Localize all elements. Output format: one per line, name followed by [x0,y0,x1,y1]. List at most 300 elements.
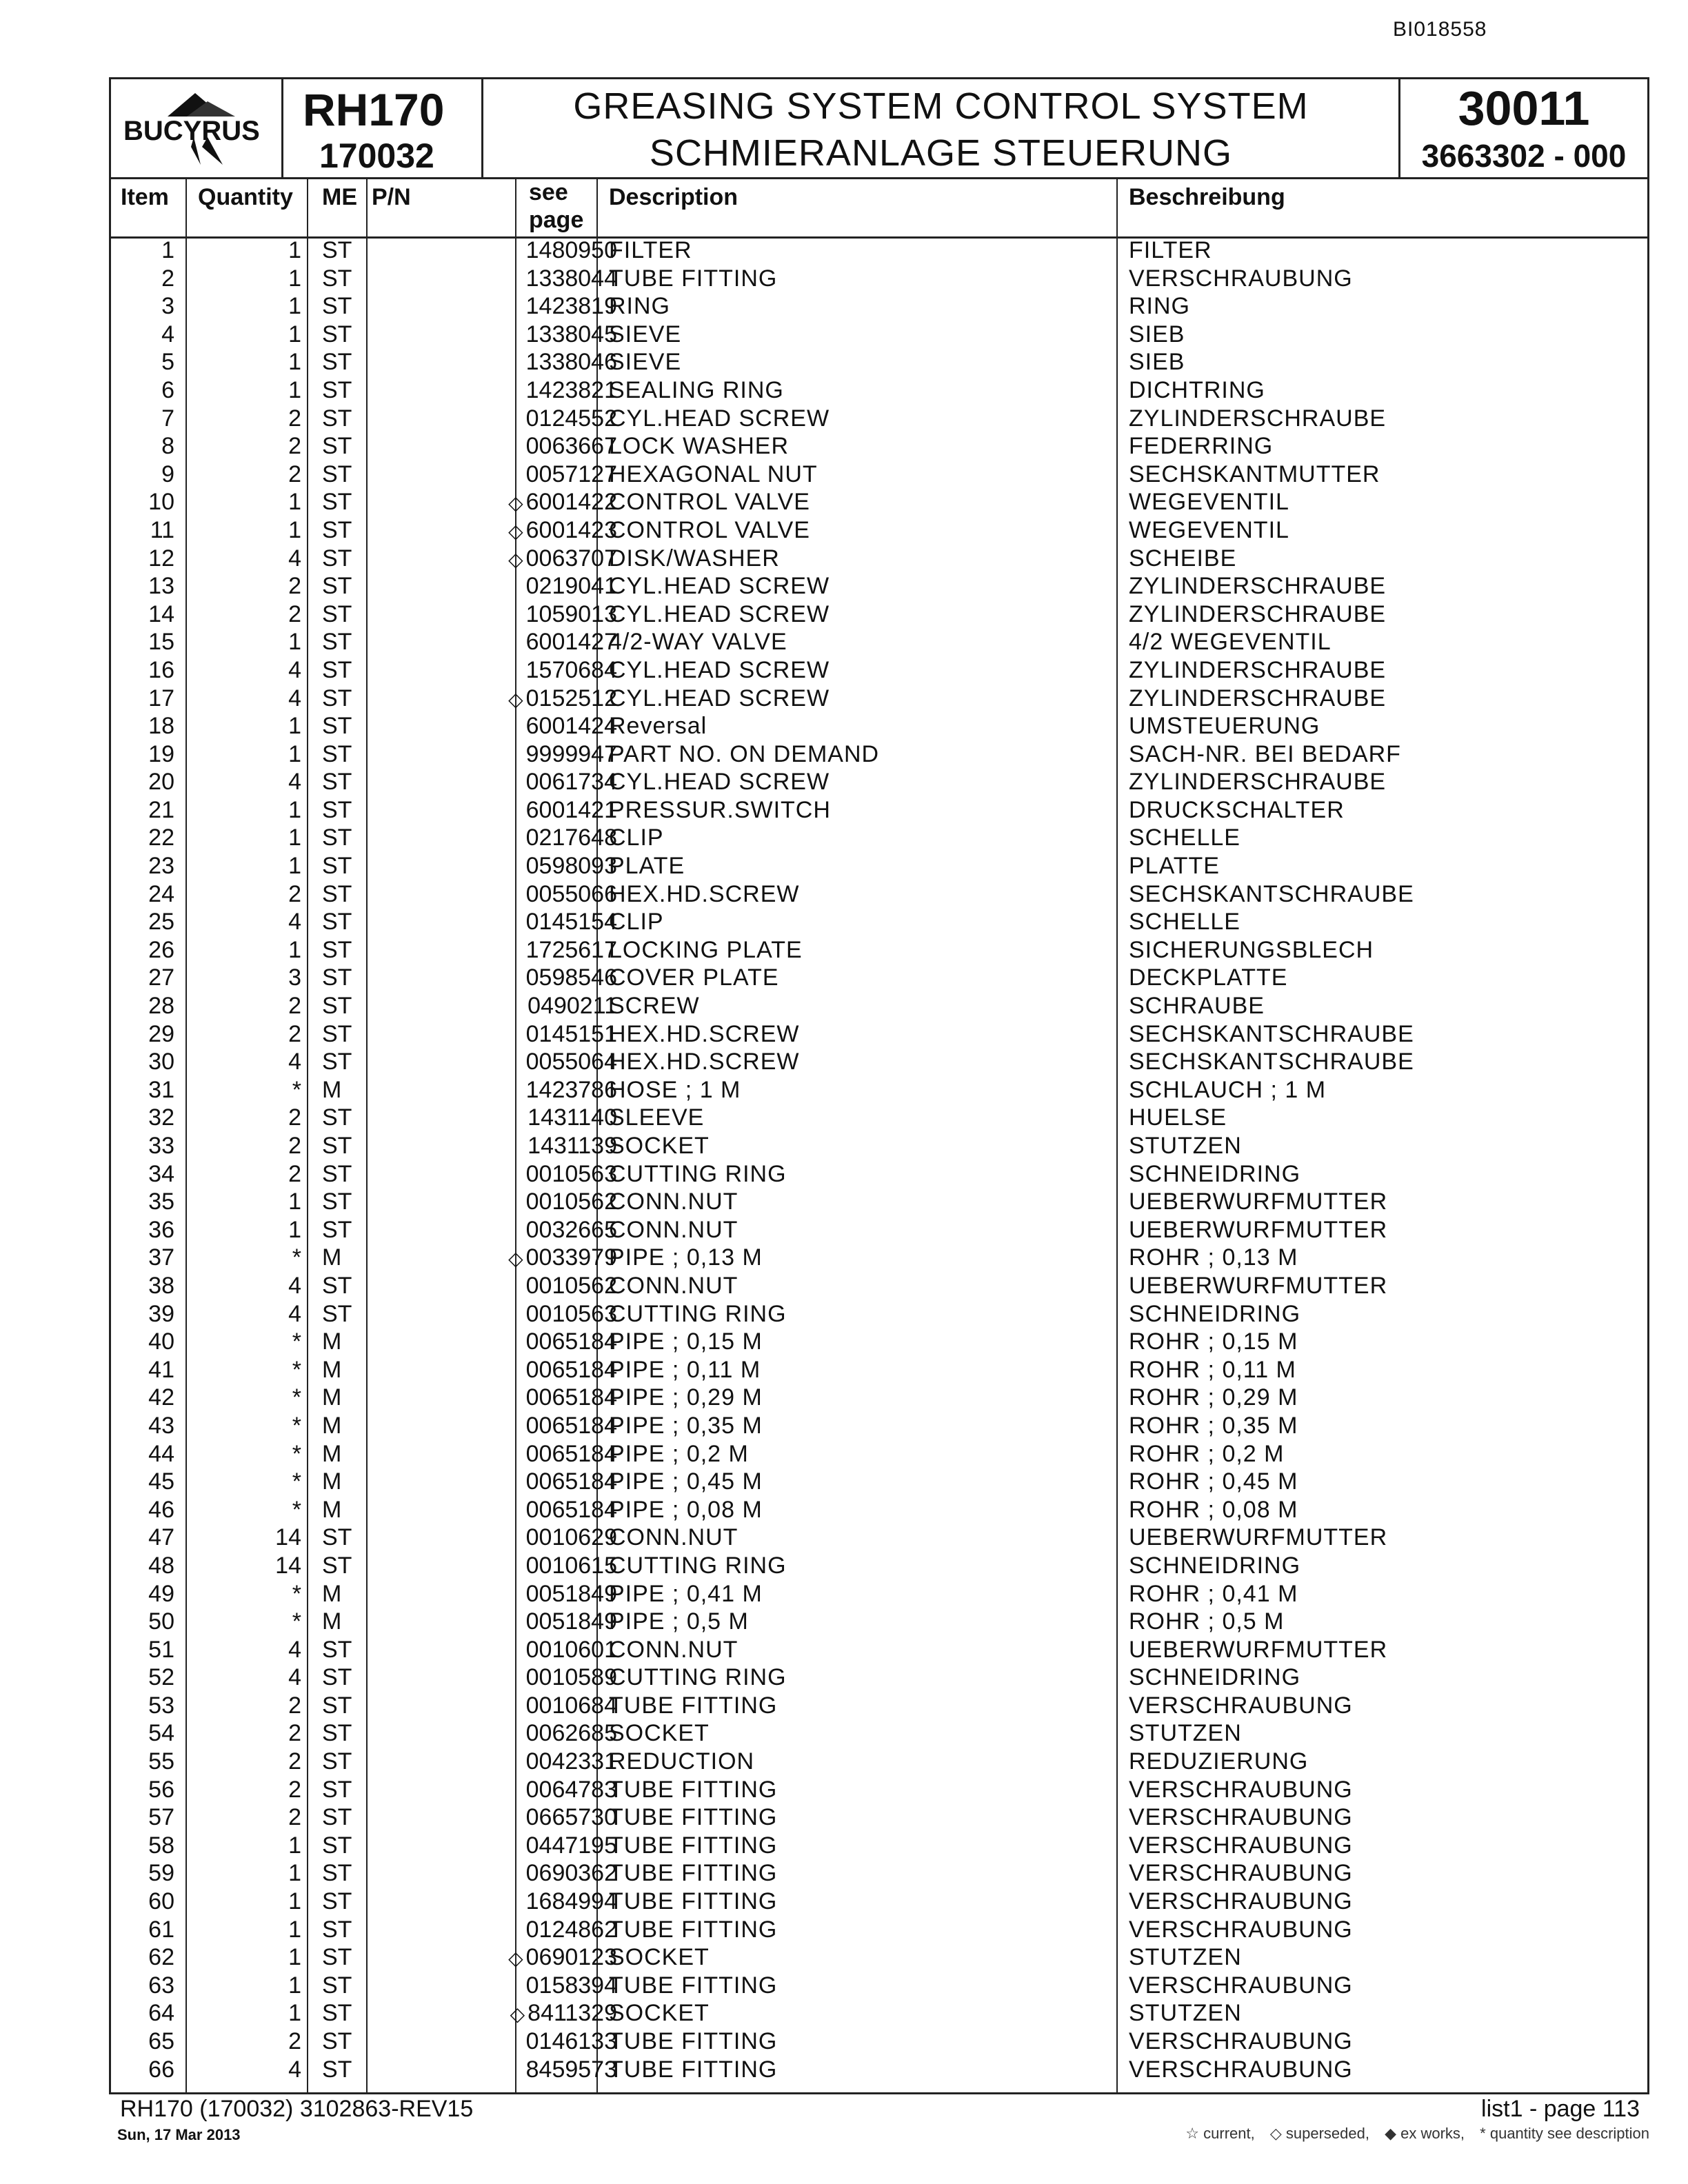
status-symbol: ◇ [508,1948,523,1970]
item-number: 37 [148,1244,174,1271]
quantity: 4 [288,909,301,936]
footer-date: Sun, 17 Mar 2013 [117,2126,241,2143]
unit-of-measure: ST [322,1133,352,1159]
item-number: 32 [148,1104,174,1131]
table-row [111,2056,1647,2084]
item-number: 11 [150,516,174,543]
part-number-text: 0065184 [525,1496,617,1523]
table-row [111,2028,1647,2056]
part-number [366,1076,617,1106]
part-number-text: 0158394 [525,1972,617,1999]
part-number [366,656,617,686]
table-row [111,740,1647,769]
beschreibung: DECKPLATTE [1129,964,1288,991]
table-row [111,1999,1647,2028]
beschreibung: SCHNEIDRING [1129,1160,1301,1187]
part-number [366,1356,617,1386]
part-number [366,1412,617,1442]
table-row [111,1412,1647,1440]
quantity: * [292,1356,301,1383]
item-number: 61 [148,1916,174,1943]
part-number-text: 0219041 [525,573,617,600]
quantity: * [292,1468,301,1495]
model-name: RH170 [303,84,445,135]
quantity: 2 [288,405,301,432]
part-number [366,2056,617,2085]
quantity: 2 [288,1160,301,1187]
beschreibung: ROHR ; 0,45 M [1129,1468,1298,1495]
description: CONN.NUT [609,1189,738,1215]
part-number [366,964,617,993]
quantity: 2 [288,1776,301,1803]
unit-of-measure: ST [322,936,352,963]
part-number-text: 0051849 [525,1580,617,1607]
item-number: 17 [148,685,174,711]
beschreibung: SIEB [1129,349,1185,376]
part-number-text: 0065184 [525,1384,617,1411]
item-number: 27 [148,964,174,991]
beschreibung: SECHSKANTSCHRAUBE [1129,1049,1414,1075]
part-number [366,1832,617,1861]
part-number-text: 0010563 [525,1300,617,1327]
description: RING [609,293,670,320]
legend-superseded: ◇ superseded, [1269,2125,1369,2142]
unit-of-measure: ST [322,1972,352,1999]
item-number: 30 [148,1049,174,1075]
quantity: 4 [288,1049,301,1075]
part-number [366,852,617,882]
table-row [111,880,1647,909]
quantity: 14 [275,1524,301,1551]
table-row [111,348,1647,376]
description: TUBE FITTING [609,1860,778,1887]
item-number: 64 [148,2000,174,2027]
quantity: 1 [288,740,301,767]
item-number: 57 [148,1804,174,1831]
table-row [111,1468,1647,1496]
part-number [366,600,617,630]
part-number-text: 0055066 [525,880,617,907]
beschreibung: ZYLINDERSCHRAUBE [1129,600,1387,627]
description: REDUCTION [609,1748,755,1775]
table-row [111,405,1647,433]
item-number: 60 [148,1888,174,1915]
col-see-page [529,177,583,236]
unit-of-measure: M [322,1356,342,1383]
unit-of-measure: ST [322,2028,352,2054]
part-number-text: 0145151 [525,1020,617,1047]
part-number-text: 1480950 [525,237,617,263]
quantity: 2 [288,880,301,907]
beschreibung: ROHR ; 0,35 M [1129,1412,1298,1439]
status-symbol: ◇ [510,2003,525,2025]
quantity: 1 [288,796,301,823]
quantity: 1 [288,936,301,963]
beschreibung: WEGEVENTIL [1129,489,1289,516]
quantity: 2 [288,1692,301,1719]
beschreibung: VERSCHRAUBUNG [1129,1804,1353,1831]
part-number-text: 0217648 [525,825,617,851]
part-number-text: 0042331 [525,1748,617,1775]
item-number: 43 [148,1412,174,1439]
item-number: 19 [148,740,174,767]
item-number: 6 [161,376,174,403]
part-number [366,321,617,350]
part-number [366,824,617,853]
part-number [366,1328,617,1357]
description: COVER PLATE [609,964,779,991]
item-number: 63 [148,1972,174,1999]
status-symbol: ◇ [508,1248,523,1270]
unit-of-measure: ST [322,405,352,432]
beschreibung: VERSCHRAUBUNG [1129,2056,1353,2083]
part-number [366,1188,617,1217]
part-number-text: 0061734 [525,769,617,796]
table-row [111,1832,1647,1860]
description: CLIP [609,909,664,936]
table-row [111,936,1647,964]
quantity: 2 [288,1104,301,1131]
table-row [111,1859,1647,1888]
item-number: 54 [148,1720,174,1747]
unit-of-measure: ST [322,1748,352,1775]
description: PIPE ; 0,5 M [609,1608,749,1635]
part-number [366,1803,617,1833]
item-number: 45 [148,1468,174,1495]
part-number [366,1216,617,1246]
quantity: * [292,1580,301,1607]
quantity: 1 [288,1189,301,1215]
table-row [111,1719,1647,1748]
table-row [111,1272,1647,1300]
item-number: 53 [148,1692,174,1719]
item-number: 56 [148,1776,174,1803]
unit-of-measure: ST [322,1720,352,1747]
description: TUBE FITTING [609,2056,778,2083]
unit-of-measure: ST [322,433,352,460]
table-row [111,1384,1647,1412]
description: CONTROL VALVE [609,489,810,516]
quantity: 1 [288,1860,301,1887]
item-number: 1 [161,237,174,263]
table-row [111,712,1647,740]
item-number: 36 [148,1216,174,1243]
part-number [366,908,617,938]
part-number-text: 6001427 [525,629,617,656]
unit-of-measure: ST [322,1664,352,1691]
part-number [366,628,617,658]
description: PIPE ; 0,45 M [609,1468,763,1495]
table-row [111,292,1647,321]
unit-of-measure: ST [322,1104,352,1131]
unit-of-measure: ST [322,1944,352,1971]
beschreibung: UEBERWURFMUTTER [1129,1189,1388,1215]
beschreibung: ZYLINDERSCHRAUBE [1129,573,1387,600]
beschreibung: VERSCHRAUBUNG [1129,1916,1353,1943]
part-number [366,1916,617,1945]
part-number [366,376,617,406]
part-number-text: 0010684 [525,1692,617,1719]
part-number [366,1496,617,1526]
part-number-text: 1570684 [525,656,617,683]
unit-of-measure: M [322,1328,342,1355]
table-row [111,1580,1647,1608]
beschreibung: ROHR ; 0,2 M [1129,1440,1285,1467]
beschreibung: ROHR ; 0,08 M [1129,1496,1298,1523]
part-number [366,1048,617,1078]
part-number-text: 1338044 [525,265,617,292]
col-me: ME [322,184,357,210]
quantity: 1 [288,1888,301,1915]
beschreibung: ROHR ; 0,13 M [1129,1244,1298,1271]
table-row [111,1888,1647,1916]
part-number [366,432,617,462]
item-number: 51 [148,1636,174,1663]
status-symbol: ◇ [508,492,523,514]
beschreibung: VERSCHRAUBUNG [1129,1972,1353,1999]
item-number: 24 [148,880,174,907]
unit-of-measure: ST [322,880,352,907]
item-number: 62 [148,1944,174,1971]
beschreibung: SCHNEIDRING [1129,1664,1301,1691]
unit-of-measure: ST [322,2000,352,2027]
beschreibung: SECHSKANTSCHRAUBE [1129,1020,1414,1047]
model-cell [283,79,483,177]
part-number [366,236,617,266]
status-symbol: ◇ [508,520,523,542]
unit-of-measure: ST [322,1692,352,1719]
unit-of-measure: ST [322,1636,352,1663]
part-number [366,1580,617,1610]
description: TUBE FITTING [609,2028,778,2054]
part-number [366,1888,617,1917]
quantity: * [292,1384,301,1411]
description: SIEVE [609,349,682,376]
description: PLATE [609,853,685,880]
description: SLEEVE [609,1104,705,1131]
quantity: 4 [288,545,301,572]
part-number-text: 6001422 [525,489,617,516]
item-number: 26 [148,936,174,963]
item-number: 42 [148,1384,174,1411]
quantity: 1 [288,2000,301,2027]
item-number: 34 [148,1160,174,1187]
item-number: 31 [148,1076,174,1103]
part-number [366,1020,617,1050]
part-number [366,405,617,434]
table-row [111,1636,1647,1664]
col-item: Item [121,184,169,210]
part-number-text: 6001424 [525,713,617,740]
part-number-text: 0010601 [525,1636,617,1663]
description: PIPE ; 0,11 M [609,1356,761,1383]
unit-of-measure: ST [322,629,352,656]
item-number: 41 [148,1356,174,1383]
item-number: 65 [148,2028,174,2054]
unit-of-measure: ST [322,1888,352,1915]
beschreibung: SCHELLE [1129,825,1240,851]
item-number: 23 [148,853,174,880]
beschreibung: UEBERWURFMUTTER [1129,1216,1388,1243]
item-number: 22 [148,825,174,851]
part-number-text: 0598546 [525,964,617,991]
quantity: 3 [288,964,301,991]
page-number-cell [1400,79,1647,177]
item-number: 12 [148,545,174,572]
beschreibung: STUTZEN [1129,1944,1242,1971]
quantity: 1 [288,265,301,292]
table-row [111,1160,1647,1189]
description: CONN.NUT [609,1272,738,1299]
unit-of-measure: ST [322,964,352,991]
part-number [366,796,617,826]
description: TUBE FITTING [609,1692,778,1719]
quantity: 1 [288,713,301,740]
beschreibung: SICHERUNGSBLECH [1129,936,1374,963]
beschreibung: VERSCHRAUBUNG [1129,1860,1353,1887]
quantity: * [292,1440,301,1467]
table-row [111,1972,1647,2000]
unit-of-measure: ST [322,1300,352,1327]
status-symbol: ◇ [508,548,523,570]
col-quantity: Quantity [198,184,293,210]
beschreibung: SECHSKANTSCHRAUBE [1129,880,1414,907]
header-block [111,79,1647,179]
part-number-text: 0010629 [525,1524,617,1551]
part-number [366,348,617,378]
beschreibung: UMSTEUERUNG [1129,713,1320,740]
part-number-text: 0032665 [525,1216,617,1243]
description: CUTTING RING [609,1160,787,1187]
description: CYL.HEAD SCREW [609,656,830,683]
description: TUBE FITTING [609,1832,778,1859]
part-number-text: 1423819 [525,293,617,320]
col-see-page-line2: page [529,207,584,233]
item-number: 47 [148,1524,174,1551]
part-number-text: 6001421 [525,796,617,823]
status-symbol: ◇ [508,688,523,710]
description: PIPE ; 0,29 M [609,1384,763,1411]
part-number-text: 0065184 [525,1468,617,1495]
part-number [366,572,617,602]
unit-of-measure: ST [322,545,352,572]
item-number: 28 [148,993,174,1020]
unit-of-measure: ST [322,516,352,543]
column-header-row [111,177,1647,239]
part-number [366,1608,617,1637]
beschreibung: SIEB [1129,321,1185,347]
part-number [366,1132,617,1162]
unit-of-measure: ST [322,461,352,487]
item-number: 66 [148,2056,174,2083]
part-number [366,1440,617,1470]
part-number [366,1692,617,1721]
description: CYL.HEAD SCREW [609,600,830,627]
col-see-page-line1: see [529,179,568,205]
unit-of-measure: M [322,1412,342,1439]
table-row [111,600,1647,629]
part-number-text: 1338045 [525,321,617,347]
quantity: 4 [288,656,301,683]
item-number: 58 [148,1832,174,1859]
quantity: 1 [288,376,301,403]
logo-text: BUCYRUS [123,116,260,146]
item-number: 50 [148,1608,174,1635]
part-number-text: 0690123 [525,1944,617,1971]
quantity: 4 [288,1664,301,1691]
description: TUBE FITTING [609,1972,778,1999]
table-row [111,1776,1647,1804]
bucyrus-logo [119,89,275,170]
beschreibung: VERSCHRAUBUNG [1129,1888,1353,1915]
part-number [366,292,617,322]
quantity: 2 [288,2028,301,2054]
part-number [366,685,617,714]
description: PART NO. ON DEMAND [609,740,880,767]
description: TUBE FITTING [609,265,778,292]
part-number-text: 1059013 [525,600,617,627]
unit-of-measure: ST [322,1216,352,1243]
title-german: SCHMIERANLAGE STEUERUNG [649,132,1233,174]
beschreibung: VERSCHRAUBUNG [1129,1692,1353,1719]
part-number-text: 1725617 [525,936,617,963]
table-row [111,964,1647,992]
quantity: 4 [288,2056,301,2083]
part-number [366,1524,617,1553]
unit-of-measure: ST [322,1776,352,1803]
beschreibung: VERSCHRAUBUNG [1129,1832,1353,1859]
quantity: 1 [288,853,301,880]
quantity: * [292,1328,301,1355]
item-number: 5 [161,349,174,376]
description: LOCKING PLATE [609,936,803,963]
unit-of-measure: ST [322,713,352,740]
table-row [111,461,1647,489]
beschreibung: STUTZEN [1129,1720,1242,1747]
description: PIPE ; 0,35 M [609,1412,763,1439]
table-row [111,1608,1647,1636]
description: SOCKET [609,1720,710,1747]
part-number-text: 8459573 [525,2056,617,2083]
beschreibung: SCHELLE [1129,909,1240,936]
part-number-text: 1684994 [525,1888,617,1915]
unit-of-measure: ST [322,1804,352,1831]
quantity: 1 [288,293,301,320]
quantity: 2 [288,993,301,1020]
item-number: 35 [148,1189,174,1215]
unit-of-measure: ST [322,265,352,292]
unit-of-measure: M [322,1468,342,1495]
quantity: * [292,1244,301,1271]
part-number-text: 1423821 [525,376,617,403]
part-number [366,740,617,770]
part-number-text: 0065184 [525,1328,617,1355]
col-beschreibung: Beschreibung [1129,184,1285,210]
unit-of-measure: ST [322,825,352,851]
table-row [111,1356,1647,1384]
description: 4/2-WAY VALVE [609,629,787,656]
beschreibung: ZYLINDERSCHRAUBE [1129,405,1387,432]
item-number: 25 [148,909,174,936]
table-row [111,1440,1647,1468]
beschreibung: 4/2 WEGEVENTIL [1129,629,1332,656]
unit-of-measure: ST [322,656,352,683]
part-number [366,936,617,966]
part-number [366,2028,617,2057]
part-number-text: 0065184 [525,1356,617,1383]
part-number-text: 0065184 [525,1440,617,1467]
description: CYL.HEAD SCREW [609,685,830,711]
